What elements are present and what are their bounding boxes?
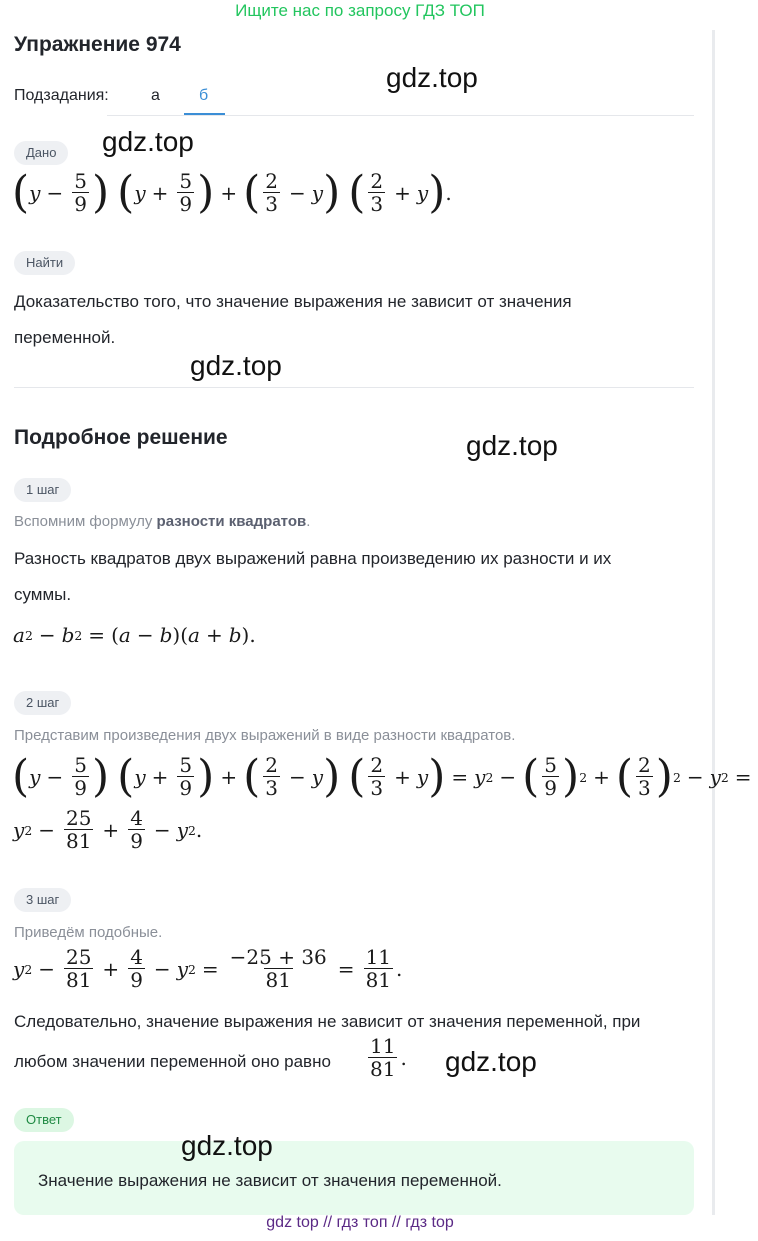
find-text-line2: переменной. [14, 328, 116, 347]
step1-text-line2: суммы. [14, 585, 72, 604]
watermark: gdz.top [190, 350, 282, 381]
subtasks-label: Подзадания: [14, 87, 109, 104]
watermark: gdz.top [445, 1046, 537, 1077]
answer-text: Значение выражения не зависит от значения переменной. [38, 1171, 502, 1190]
step3-result-fraction: $\frac{11}{81}$ . [370, 1034, 407, 1081]
step2-expression-line1: ( y − $\frac{5}{9}$ ) ( y + $\frac{5}{9}$ ) + ( $\frac{2}{3}$ − y ) ( $\frac{2}{3}$ + y ) = y 2 − ( $\frac{5}{9}$ ) 2 + ( $\frac{2}{3}$ ) 2 − y 2 = [12, 751, 752, 802]
watermark: gdz.top [386, 62, 478, 93]
step3-hint: Приведём подобные. [14, 924, 163, 941]
find-text-line1: Доказательство того, что значение выражения не зависит от значения [14, 292, 572, 311]
step2-expression-line2: y 2 − $\frac{25}{81}$ + $\frac{4}{9}$ − y 2 . [13, 806, 203, 853]
watermark: gdz.top [181, 1130, 273, 1161]
find-chip: Найти [14, 251, 75, 275]
step2-chip: 2 шаг [14, 691, 71, 715]
watermark: gdz.top [466, 430, 558, 461]
watermark: gdz.top [102, 126, 194, 157]
step1-text-line1: Разность квадратов двух выражений равна произведению их разности и их [14, 549, 612, 568]
given-expression: ( y − $\frac{5}{9}$ ) ( y + $\frac{5}{9}$ ) + ( $\frac{2}{3}$ − y ) ( $\frac{2}{3}$ + y ) . [12, 167, 452, 218]
step3-text-line2: любом значении переменной оно равно [14, 1052, 331, 1071]
scrollbar-track[interactable] [712, 30, 715, 1215]
promo-banner: Ищите нас по запросу ГДЗ ТОП [235, 1, 485, 20]
page-title: Упражнение 974 [14, 33, 181, 56]
tabs-divider [107, 115, 694, 116]
step3-chip: 3 шаг [14, 888, 71, 912]
difference-of-squares-formula: a 2 − b 2 = ( a − b )( a + b ). [13, 623, 256, 647]
given-chip: Дано [14, 141, 68, 165]
step1-hint: Вспомним формулу разности квадратов. [14, 513, 311, 530]
section-divider [14, 387, 694, 388]
step1-chip: 1 шаг [14, 478, 71, 502]
answer-chip: Ответ [14, 1108, 74, 1132]
step3-expression: y 2 − $\frac{25}{81}$ + $\frac{4}{9}$ − y 2 = $\frac{-25 + 36}{81}$ = $\frac{11}{81}$ . [13, 945, 403, 992]
step3-text-line1: Следовательно, значение выражения не зависит от значения переменной, при [14, 1012, 641, 1031]
tab-subtask-b[interactable]: б [199, 87, 209, 104]
tab-subtask-a[interactable]: а [151, 87, 160, 104]
solution-heading: Подробное решение [14, 426, 228, 449]
footer-links[interactable]: gdz top // гдз топ // гдз top [266, 1214, 454, 1231]
step2-hint: Представим произведения двух выражений в виде разности квадратов. [14, 727, 516, 744]
